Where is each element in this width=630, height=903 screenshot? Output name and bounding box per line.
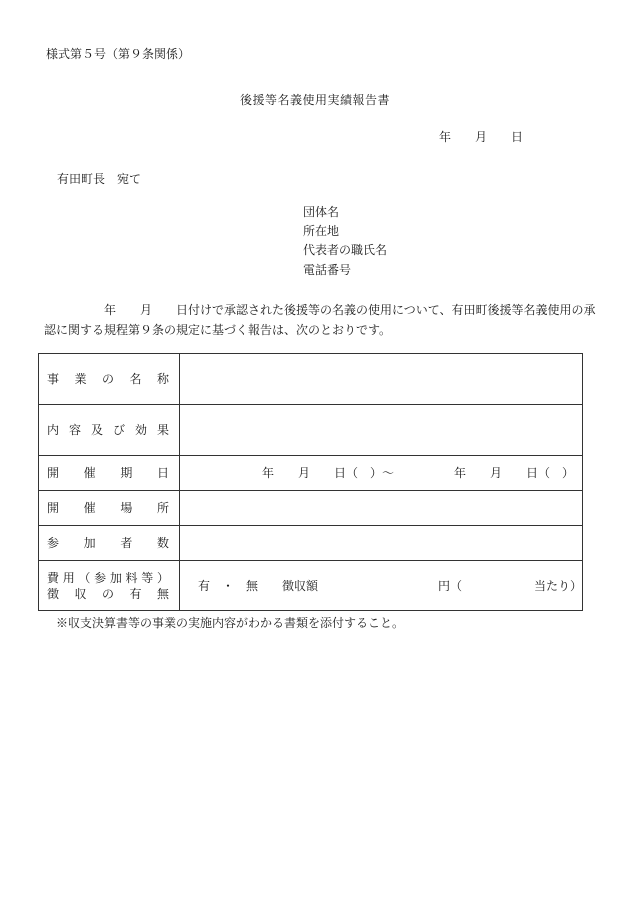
document-title: 後援等名義使用実績報告書 xyxy=(239,93,390,107)
fee-label-line-2: 徴収の有無 xyxy=(47,586,169,601)
event-name-label: 事業の名称 xyxy=(39,354,180,405)
table-row-place xyxy=(39,491,583,526)
fee-label-line-1: 費用（参加料等） xyxy=(47,570,169,585)
body-text-line-1: 年 月 日付けで承認された後援等の名義の使用について、有田町後援等名義使用の承 xyxy=(44,303,596,317)
form-number-label: 様式第５号（第９条関係） xyxy=(46,47,191,61)
event-place-field[interactable] xyxy=(180,491,583,526)
table-row-participants xyxy=(39,526,583,561)
content-effect-label: 内容及び効果 xyxy=(39,405,180,456)
addressee: 有田町長 宛て xyxy=(57,172,142,186)
applicant-address-label: 所在地 xyxy=(303,224,340,238)
applicant-phone-label: 電話番号 xyxy=(303,263,352,277)
participants-field[interactable] xyxy=(180,526,583,561)
participants-label: 参加者数 xyxy=(39,526,180,561)
table-row-date xyxy=(39,456,583,491)
fee-field[interactable]: 有 ・ 無 徴収額 円（ 当たり） xyxy=(180,561,583,611)
report-table xyxy=(38,353,583,611)
content-effect-field[interactable] xyxy=(180,405,583,456)
table-row-content xyxy=(39,405,583,456)
table-row-event-name xyxy=(39,354,583,405)
applicant-org-label: 団体名 xyxy=(303,205,340,219)
fee-label xyxy=(39,561,180,611)
table-row-fee xyxy=(39,561,583,611)
event-date-field[interactable]: 年 月 日（ ）～ 年 月 日（ ） xyxy=(180,456,583,491)
date-line: 年 月 日 xyxy=(439,130,524,144)
applicant-representative-label: 代表者の職氏名 xyxy=(303,243,388,257)
event-name-field[interactable] xyxy=(180,354,583,405)
event-date-label: 開催期日 xyxy=(39,456,180,491)
event-place-label: 開催場所 xyxy=(39,491,180,526)
body-text-line-2: 認に関する規程第９条の規定に基づく報告は、次のとおりです。 xyxy=(44,323,392,337)
attachment-note: ※収支決算書等の事業の実施内容がわかる書類を添付すること。 xyxy=(56,616,405,630)
